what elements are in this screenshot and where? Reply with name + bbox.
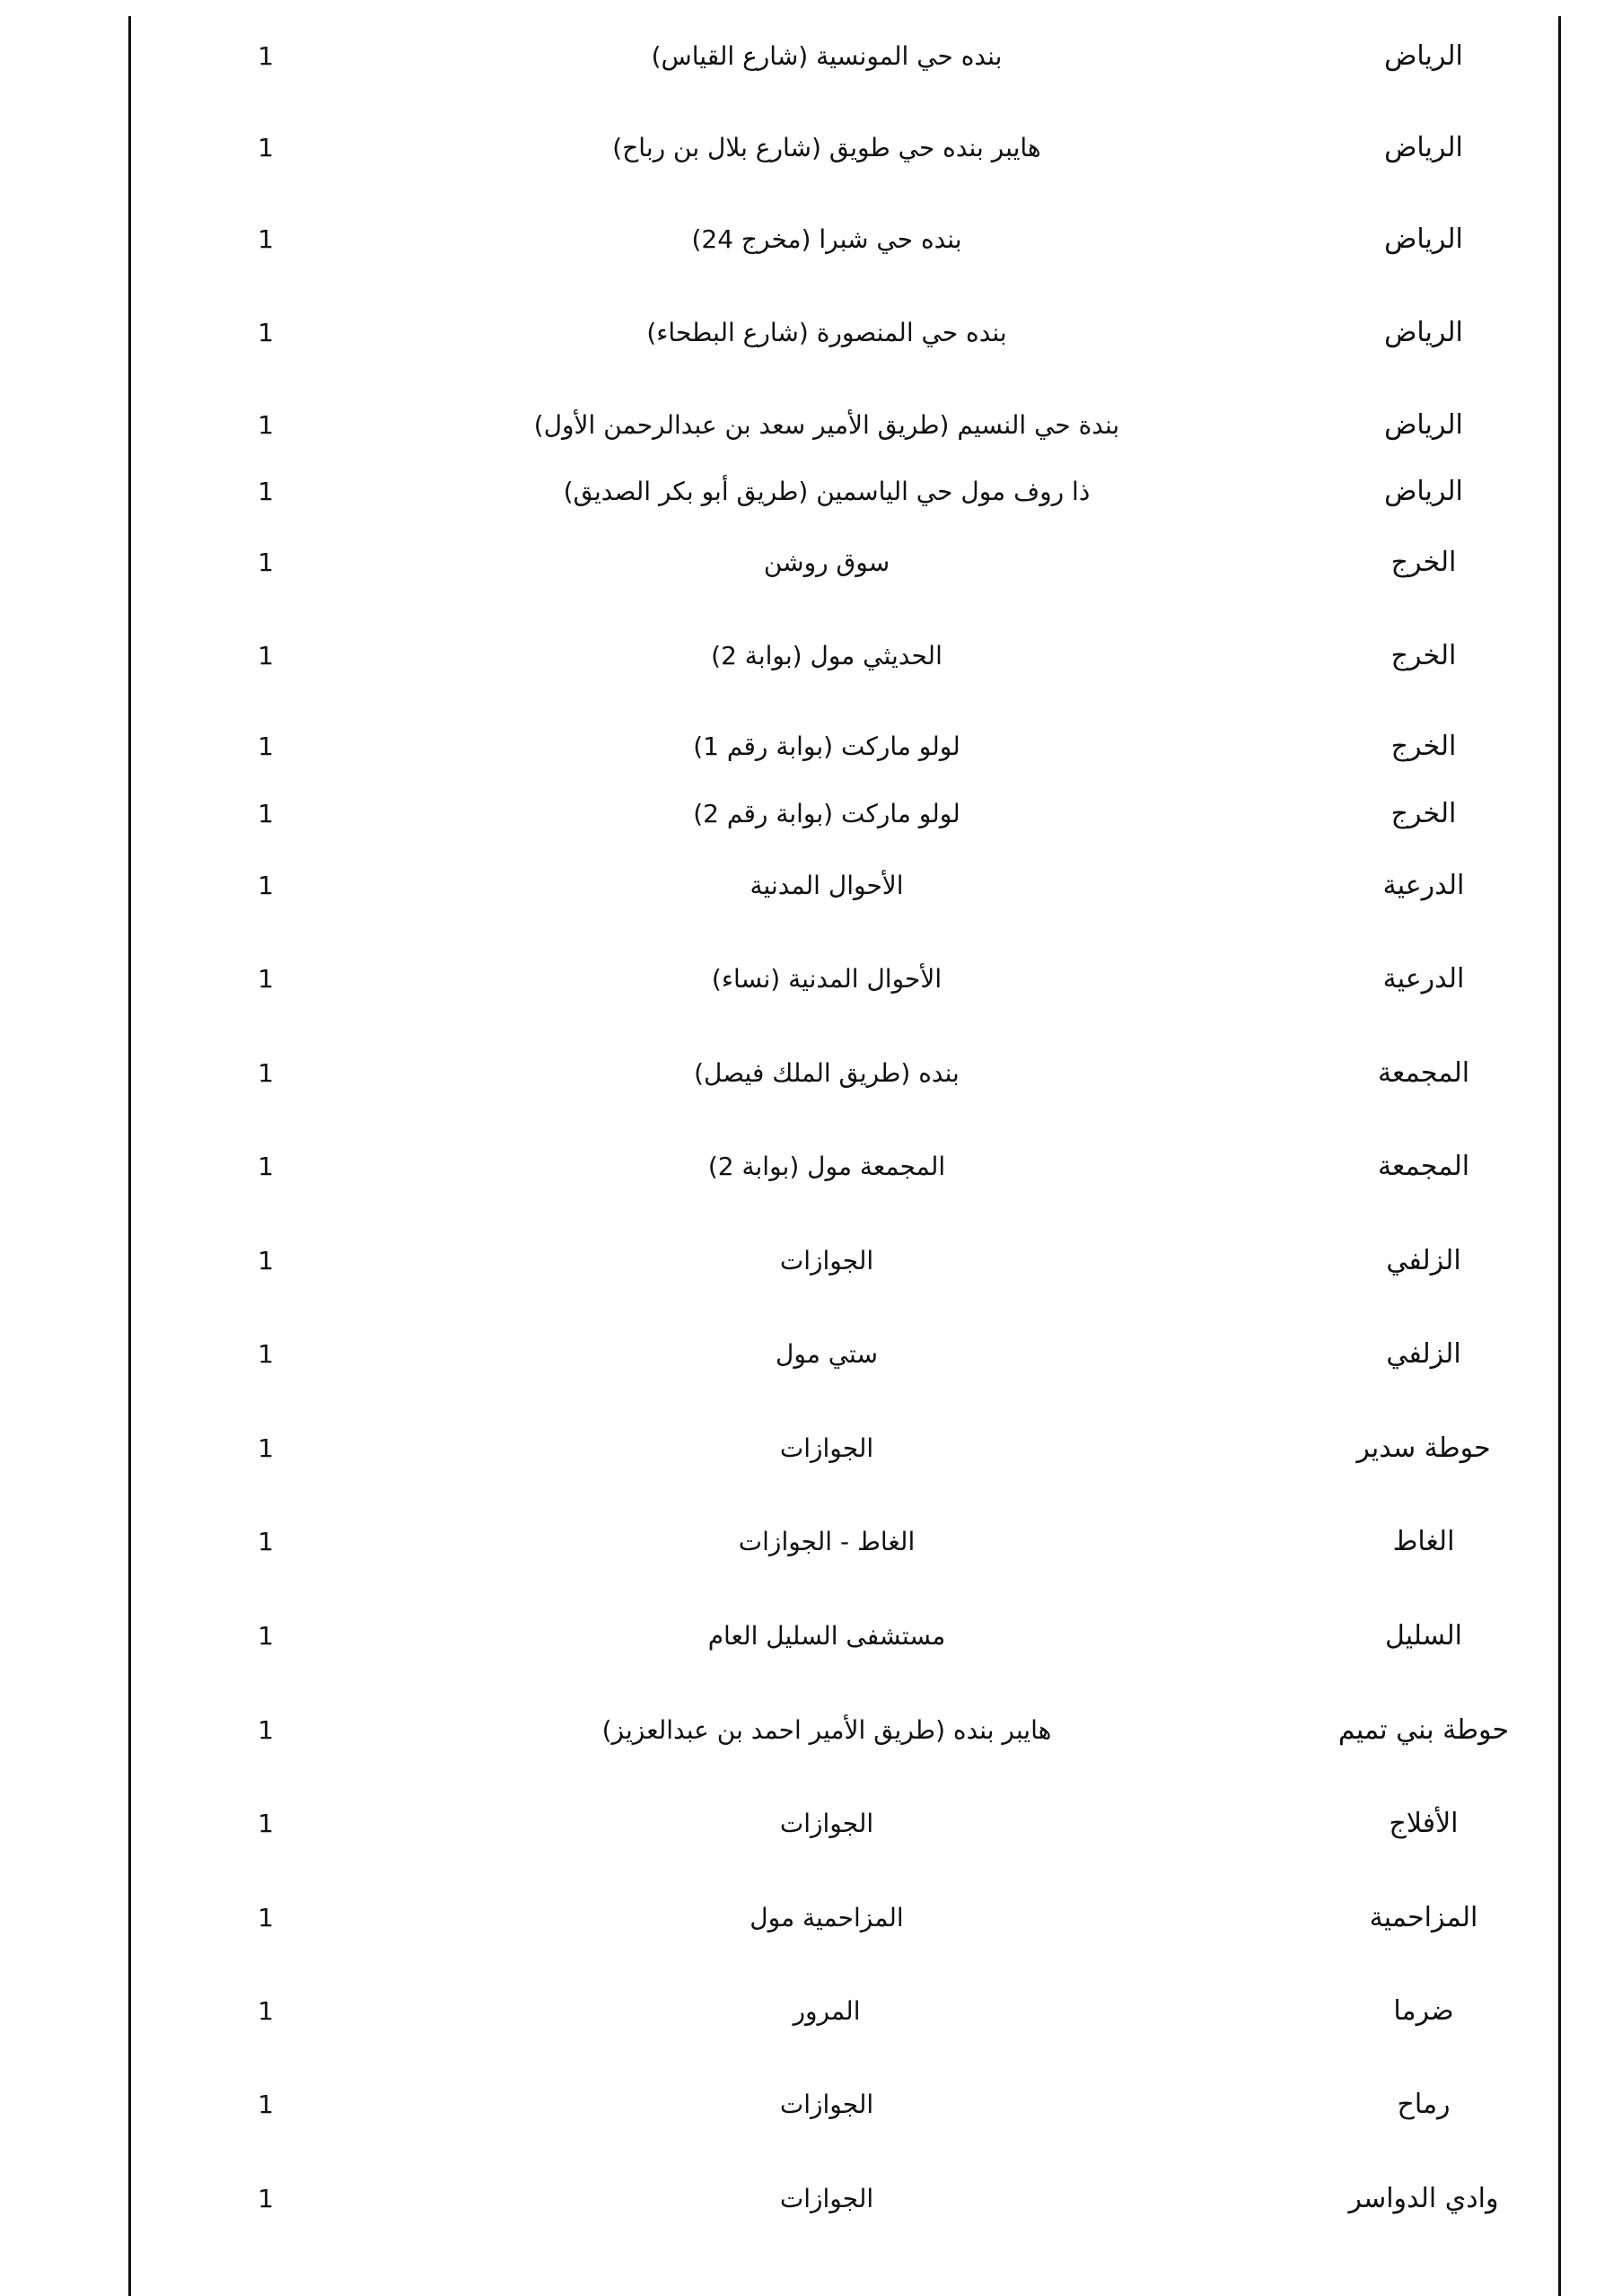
city-cell: المزاحمية bbox=[1369, 1902, 1478, 1933]
city-cell: الدرعية bbox=[1382, 870, 1465, 901]
table-row bbox=[131, 213, 1558, 267]
city-cell: الزلفي bbox=[1386, 1338, 1461, 1370]
count-cell: 1 bbox=[258, 1809, 274, 1838]
city-cell: وادي الدواسر bbox=[1348, 2183, 1499, 2214]
table-row bbox=[131, 1985, 1558, 2038]
location-cell: بندة حي النسيم (طريق الأمير سعد بن عبدالرحمن الأول) bbox=[533, 410, 1120, 440]
city-cell: الأفلاج bbox=[1389, 1808, 1459, 1839]
location-cell: الغاط - الجوازات bbox=[738, 1527, 916, 1556]
table-row bbox=[131, 1609, 1558, 1663]
count-cell: 1 bbox=[258, 1339, 274, 1369]
location-cell: المرور bbox=[793, 1996, 861, 2026]
count-cell: 1 bbox=[258, 1433, 274, 1463]
location-cell: ذا روف مول حي الياسمين (طريق أبو بكر الصديق) bbox=[563, 477, 1091, 506]
city-cell: المجمعة bbox=[1377, 1151, 1470, 1182]
location-cell: الجوازات bbox=[779, 2090, 874, 2119]
location-cell: بنده حي شبرا (مخرج 24) bbox=[691, 224, 962, 254]
city-cell: الرياض bbox=[1384, 132, 1463, 163]
table-row bbox=[131, 1234, 1558, 1288]
city-cell: الزلفي bbox=[1386, 1245, 1461, 1276]
count-cell: 1 bbox=[258, 41, 274, 71]
location-cell: ستي مول bbox=[776, 1339, 878, 1369]
city-cell: الخرج bbox=[1390, 547, 1457, 578]
count-cell: 1 bbox=[258, 133, 274, 162]
count-cell: 1 bbox=[258, 641, 274, 670]
count-cell: 1 bbox=[258, 1621, 274, 1651]
location-cell: لولو ماركت (بوابة رقم 2) bbox=[693, 799, 960, 828]
city-cell: الرياض bbox=[1384, 223, 1463, 255]
table-row bbox=[131, 1328, 1558, 1381]
count-cell: 1 bbox=[258, 871, 274, 900]
city-cell: الخرج bbox=[1390, 731, 1457, 762]
table-row bbox=[131, 2172, 1558, 2226]
city-cell: الرياض bbox=[1384, 409, 1463, 441]
table-row bbox=[131, 787, 1558, 841]
count-cell: 1 bbox=[258, 732, 274, 761]
count-cell: 1 bbox=[258, 1152, 274, 1181]
table-row bbox=[131, 121, 1558, 175]
table-row bbox=[131, 30, 1558, 83]
location-cell: بنده حي المنصورة (شارع البطحاء) bbox=[646, 318, 1007, 347]
location-cell: الجوازات bbox=[779, 2184, 874, 2213]
count-cell: 1 bbox=[258, 224, 274, 254]
location-cell: الحديثي مول (بوابة 2) bbox=[711, 641, 943, 670]
location-cell: هايبر بنده (طريق الأمير احمد بن عبدالعزيز) bbox=[601, 1715, 1052, 1745]
table-row bbox=[131, 465, 1558, 519]
location-cell: بنده (طريق الملك فيصل) bbox=[694, 1058, 960, 1088]
location-cell: لولو ماركت (بوابة رقم 1) bbox=[693, 732, 960, 761]
count-cell: 1 bbox=[258, 1527, 274, 1556]
count-cell: 1 bbox=[258, 477, 274, 506]
count-cell: 1 bbox=[258, 318, 274, 347]
table-row bbox=[131, 859, 1558, 913]
count-cell: 1 bbox=[258, 1996, 274, 2026]
city-cell: السليل bbox=[1385, 1620, 1462, 1652]
city-cell: رماح bbox=[1397, 2089, 1451, 2120]
city-cell: الدرعية bbox=[1382, 963, 1465, 995]
table-row bbox=[131, 1047, 1558, 1100]
table-right-border bbox=[1558, 16, 1561, 2296]
count-cell: 1 bbox=[258, 2090, 274, 2119]
location-cell: مستشفى السليل العام bbox=[707, 1621, 946, 1651]
count-cell: 1 bbox=[258, 1246, 274, 1275]
table-row bbox=[131, 2078, 1558, 2132]
city-cell: المجمعة bbox=[1377, 1057, 1470, 1089]
table-row bbox=[131, 1422, 1558, 1476]
table-row bbox=[131, 629, 1558, 683]
location-cell: بنده حي المونسية (شارع القياس) bbox=[651, 41, 1003, 71]
city-cell: الرياض bbox=[1384, 40, 1463, 72]
table-row bbox=[131, 952, 1558, 1006]
location-cell: الجوازات bbox=[779, 1246, 874, 1275]
table-row bbox=[131, 1704, 1558, 1757]
table-row bbox=[131, 306, 1558, 360]
city-cell: الخرج bbox=[1390, 640, 1457, 671]
city-cell: الخرج bbox=[1390, 798, 1457, 829]
table-row bbox=[131, 1515, 1558, 1569]
city-cell: حوطة سدير bbox=[1356, 1433, 1491, 1464]
count-cell: 1 bbox=[258, 964, 274, 994]
table-row bbox=[131, 1797, 1558, 1851]
location-cell: المزاحمية مول bbox=[750, 1903, 904, 1932]
city-cell: حوطة بني تميم bbox=[1337, 1714, 1510, 1746]
city-cell: الرياض bbox=[1384, 317, 1463, 348]
count-cell: 1 bbox=[258, 1058, 274, 1088]
city-cell: الرياض bbox=[1384, 476, 1463, 507]
city-cell: الغاط bbox=[1392, 1526, 1455, 1557]
count-cell: 1 bbox=[258, 799, 274, 828]
table-row bbox=[131, 1140, 1558, 1194]
location-cell: الجوازات bbox=[779, 1433, 874, 1463]
count-cell: 1 bbox=[258, 548, 274, 577]
count-cell: 1 bbox=[258, 1903, 274, 1932]
count-cell: 1 bbox=[258, 410, 274, 440]
location-cell: هايبر بنده حي طويق (شارع بلال بن رباح) bbox=[612, 133, 1041, 162]
count-cell: 1 bbox=[258, 2184, 274, 2213]
table-row bbox=[131, 720, 1558, 774]
table-row bbox=[131, 399, 1558, 452]
table-row bbox=[131, 1891, 1558, 1945]
city-cell: ضرما bbox=[1393, 1995, 1454, 2027]
location-cell: الجوازات bbox=[779, 1809, 874, 1838]
location-cell: المجمعة مول (بوابة 2) bbox=[707, 1152, 946, 1181]
count-cell: 1 bbox=[258, 1715, 274, 1745]
table-row bbox=[131, 536, 1558, 590]
location-cell: سوق روشن bbox=[763, 548, 890, 577]
location-cell: الأحوال المدنية bbox=[750, 871, 904, 900]
location-cell: الأحوال المدنية (نساء) bbox=[711, 964, 943, 994]
